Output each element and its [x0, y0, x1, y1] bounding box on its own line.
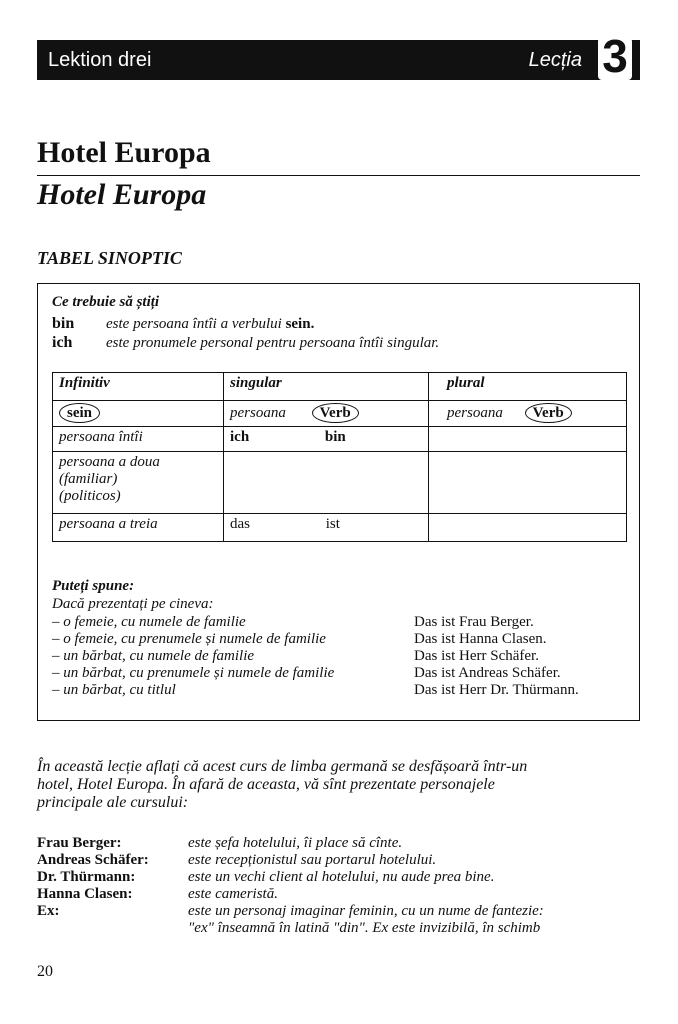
say-item-ro: – o femeie, cu numele de familie	[52, 614, 246, 630]
say-item-de: Das ist Herr Schäfer.	[414, 648, 539, 664]
cell-second-person	[53, 452, 224, 514]
def-term-ich: ich	[52, 334, 73, 351]
say-item-de: Das ist Frau Berger.	[414, 614, 534, 630]
intro-line-2: hotel, Hotel Europa. În afară de aceasta, vă sînt prezentate personajele	[37, 776, 495, 793]
character-name: Andreas Schäfer:	[37, 852, 149, 868]
title-romanian: Hotel Europa	[37, 178, 207, 211]
title-german: Hotel Europa	[37, 136, 211, 169]
circled-verb-plural: Verb	[525, 403, 572, 423]
character-desc: este un personaj imaginar feminin, cu un nume de fantezie:	[188, 903, 544, 919]
second-person-l2: (familiar)	[59, 471, 118, 487]
second-person-l1: persoana a doua	[59, 454, 160, 470]
box-heading: Ce trebuie să știți	[52, 294, 160, 310]
cell-first-person-singular	[224, 427, 429, 452]
cell-singular	[224, 401, 429, 427]
say-item-de: Das ist Herr Dr. Thürmann.	[414, 682, 579, 698]
cell-third-person-plural	[429, 514, 627, 542]
pronoun-das: das	[230, 516, 250, 532]
banner-left: Lektion drei	[48, 49, 152, 71]
table-row	[53, 401, 627, 427]
character-desc: este șefa hotelului, îi place să cînte.	[188, 835, 403, 851]
def-term-bin: bin	[52, 315, 75, 332]
verb-bin: bin	[324, 429, 346, 445]
cell-third-person: persoana a treia	[53, 514, 224, 542]
conjugation-table	[52, 372, 627, 542]
say-heading: Puteți spune:	[52, 578, 135, 594]
cell-first-person-plural	[429, 427, 627, 452]
page-number: 20	[37, 963, 53, 980]
character-name: Dr. Thürmann:	[37, 869, 136, 885]
header-singular: singular	[224, 373, 429, 401]
say-item-ro: – un bărbat, cu prenumele și numele de familie	[52, 665, 335, 681]
table-header-row	[53, 373, 627, 401]
second-person-l3: (politicos)	[59, 488, 121, 504]
header-plural: plural	[429, 373, 627, 401]
cell-infinitive	[53, 401, 224, 427]
say-item-ro: – o femeie, cu prenumele și numele de familie	[52, 631, 326, 647]
table-row	[53, 514, 627, 542]
say-intro: Dacă prezentați pe cineva:	[52, 596, 214, 612]
def-text-bin	[106, 316, 314, 333]
section-title: TABEL SINOPTIC	[37, 248, 182, 268]
header-infinitiv: Infinitiv	[53, 373, 224, 401]
cell-plural	[429, 401, 627, 427]
table-row	[53, 427, 627, 452]
def-text-bin-a: este persoana întîi a verbului	[106, 316, 282, 332]
circled-verb-singular: Verb	[312, 403, 359, 423]
cell-third-person-singular	[224, 514, 429, 542]
def-text-bin-b: sein.	[285, 316, 315, 332]
character-desc: este recepționistul sau portarul hotelului.	[188, 852, 437, 868]
intro-line-1: În această lecție aflați că acest curs de limba germană se desfășoară într-un	[37, 758, 528, 775]
character-desc: este cameristă.	[188, 886, 278, 902]
intro-line-3: principale ale cursului:	[37, 794, 189, 811]
say-item-ro: – un bărbat, cu titlul	[52, 682, 176, 698]
lesson-number: 3	[598, 28, 632, 80]
character-desc-continued: "ex" înseamnă în latină "din". Ex este invizibilă, în schimb	[188, 920, 541, 936]
character-name: Hanna Clasen:	[37, 886, 133, 902]
say-item-de: Das ist Andreas Schäfer.	[414, 665, 561, 681]
pronoun-ich: ich	[230, 429, 250, 445]
verb-ist: ist	[325, 516, 340, 532]
def-text-ich: este pronumele personal pentru persoana întîi singular.	[106, 335, 440, 351]
circled-sein: sein	[59, 403, 100, 423]
cell-first-person: persoana întîi	[53, 427, 224, 452]
summary-box	[37, 283, 640, 721]
cell-second-person-plural	[429, 452, 627, 514]
sg-label: persoana	[230, 405, 286, 421]
character-desc: este un vechi client al hotelului, nu aude prea bine.	[188, 869, 495, 885]
table-row	[53, 452, 627, 514]
title-divider	[37, 175, 640, 176]
say-item-de: Das ist Hanna Clasen.	[414, 631, 547, 647]
character-name: Frau Berger:	[37, 835, 122, 851]
cell-second-person-singular	[224, 452, 429, 514]
character-name: Ex:	[37, 903, 60, 919]
pl-label: persoana	[447, 405, 503, 421]
lesson-banner	[37, 30, 640, 82]
say-item-ro: – un bărbat, cu numele de familie	[52, 648, 255, 664]
banner-right: Lecția	[528, 49, 582, 71]
